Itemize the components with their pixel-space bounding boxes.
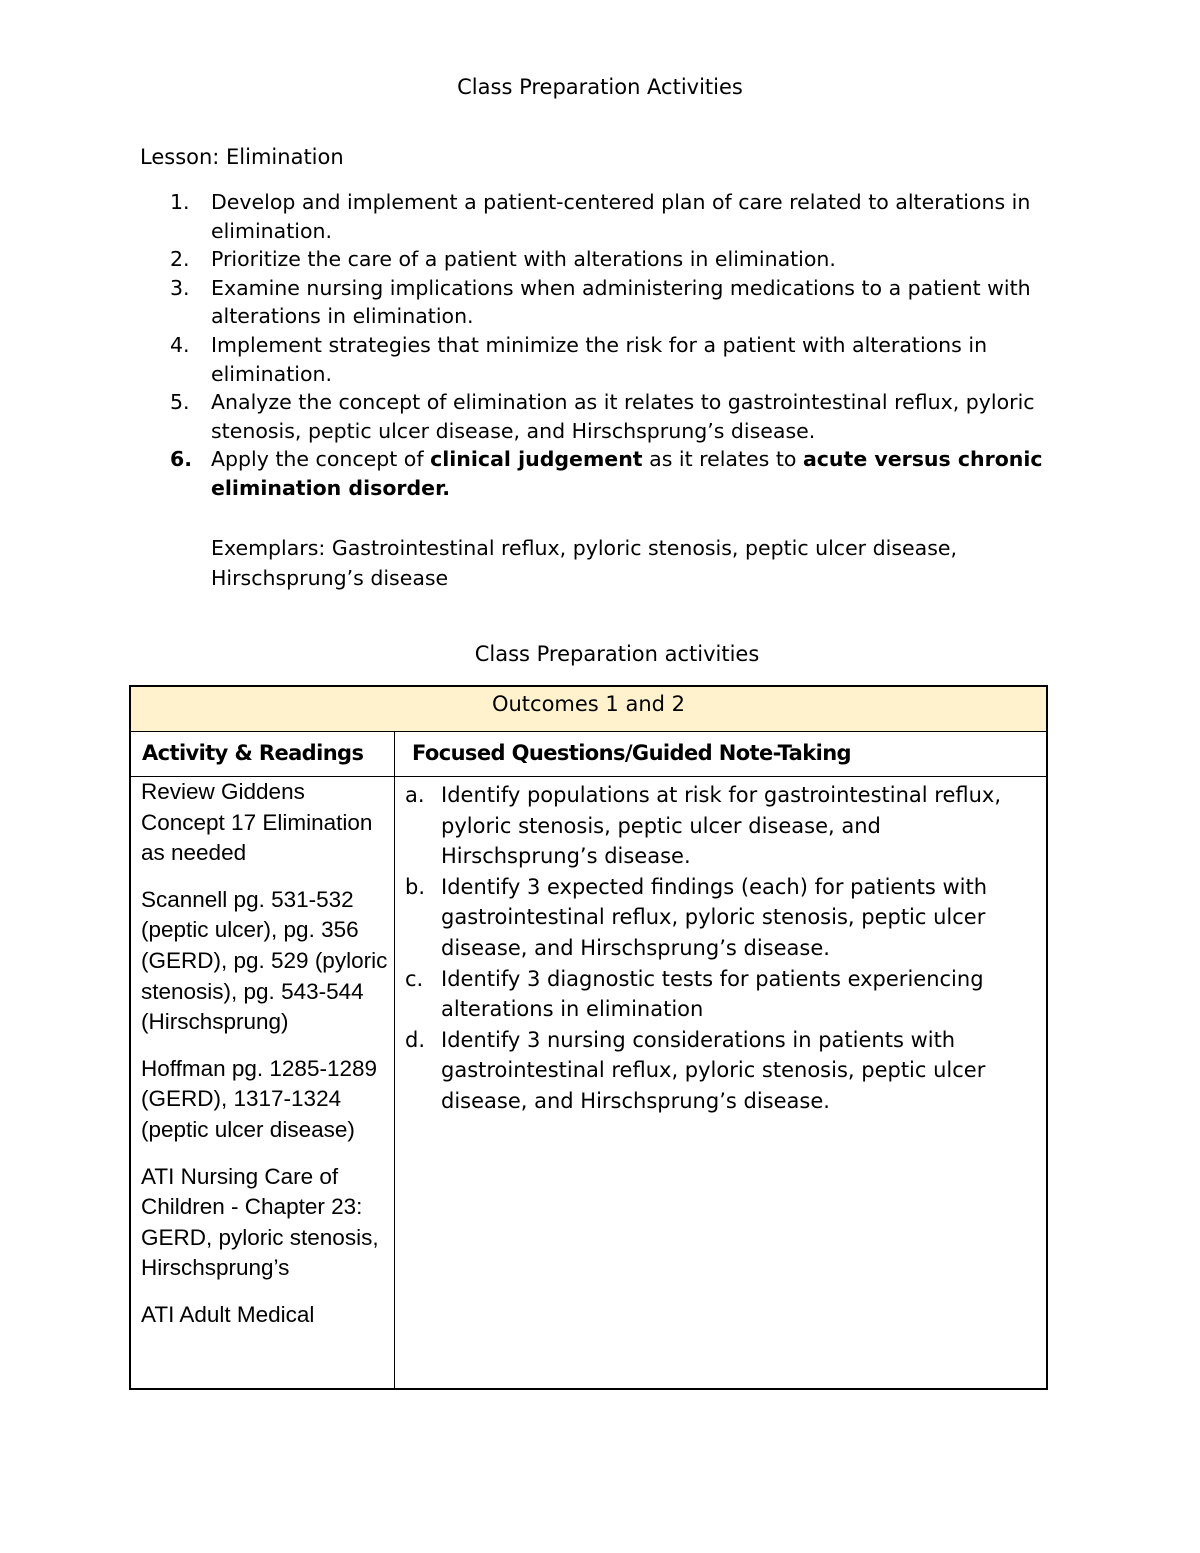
objective-text: Prioritize the care of a patient with alterations in elimination. bbox=[211, 247, 836, 272]
objective-item bbox=[170, 188, 1050, 245]
objective-item bbox=[170, 274, 1050, 331]
reading-item: Hoffman pg. 1285-1289 (GERD), 1317-1324 (peptic ulcer disease) bbox=[141, 1055, 378, 1142]
question-text: Identify 3 nursing considerations in patients with gastrointestinal reflux, pyloric stenosis, peptic ulcer disease, and Hirschsprung’s disease. bbox=[441, 1027, 986, 1113]
objective-number: 1. bbox=[170, 190, 190, 214]
reading-item: Review Giddens Concept 17 Elimination as needed bbox=[141, 779, 373, 866]
column-header-activity: Activity & Readings bbox=[142, 741, 364, 765]
question-text: Identify populations at risk for gastrointestinal reflux, pyloric stenosis, peptic ulcer disease, and Hirschsprung’s disease. bbox=[441, 783, 1002, 869]
question-text: Identify 3 diagnostic tests for patients experiencing alterations in elimination bbox=[441, 966, 984, 1022]
question-letter: d. bbox=[405, 1027, 426, 1052]
lesson-label: Lesson: Elimination bbox=[140, 145, 344, 169]
objective-text-part: as it relates to bbox=[642, 447, 803, 472]
objective-number: 5. bbox=[170, 390, 190, 415]
column-header-questions: Focused Questions/Guided Note-Taking bbox=[412, 741, 851, 765]
objective-text-part: Apply the concept of bbox=[211, 447, 431, 472]
objective-item bbox=[170, 388, 1050, 445]
objective-number: 3. bbox=[170, 275, 190, 300]
document-title: Class Preparation Activities bbox=[457, 75, 743, 99]
objective-text: Develop and implement a patient-centered plan of care related to alterations in elimination. bbox=[211, 190, 1031, 243]
objective-number: 6. bbox=[170, 447, 193, 472]
objective-text: Analyze the concept of elimination as it relates to gastrointestinal reflux, pyloric stenosis, peptic ulcer disease, and Hirschsprung’s disease. bbox=[211, 390, 1035, 443]
question-item bbox=[405, 964, 1035, 1025]
column-divider bbox=[394, 732, 395, 1388]
objective-bold-term: clinical judgement bbox=[430, 447, 643, 472]
objective-item bbox=[170, 245, 1050, 274]
question-item bbox=[405, 780, 1035, 872]
reading-item: ATI Adult Medical bbox=[141, 1301, 315, 1327]
questions-cell bbox=[405, 780, 1035, 1117]
table-header-outcomes: Outcomes 1 and 2 bbox=[131, 687, 1046, 732]
objective-text: Implement strategies that minimize the risk for a patient with alterations in elimination. bbox=[211, 332, 988, 386]
objective-item bbox=[170, 445, 1050, 502]
question-item bbox=[405, 1025, 1035, 1117]
objective-text: Examine nursing implications when administering medications to a patient with alterations in elimination. bbox=[211, 275, 1031, 329]
objective-number: 4. bbox=[170, 332, 190, 357]
readings-cell bbox=[141, 777, 391, 1387]
objectives-list bbox=[170, 188, 1050, 503]
question-letter: a. bbox=[405, 783, 425, 807]
question-letter: c. bbox=[405, 966, 424, 991]
exemplars-text: Exemplars: Gastrointestinal reflux, pyloric stenosis, peptic ulcer disease, Hirschsprung’s disease bbox=[211, 536, 957, 590]
activities-table bbox=[129, 685, 1048, 1390]
question-text: Identify 3 expected findings (each) for patients with gastrointestinal reflux, pyloric stenosis, peptic ulcer disease, and Hirschsprung’s disease. bbox=[441, 874, 988, 960]
reading-item: ATI Nursing Care of Children - Chapter 23: GERD, pyloric stenosis, Hirschsprung’s bbox=[141, 1163, 379, 1281]
objective-item bbox=[170, 331, 1050, 388]
column-header-row bbox=[131, 732, 1046, 777]
reading-item: Scannell pg. 531-532 (peptic ulcer), pg. 356 (GERD), pg. 529 (pyloric stenosis), pg. 543-544 (Hirschsprung) bbox=[141, 886, 388, 1035]
objective-number: 2. bbox=[170, 247, 190, 272]
objective-bold-term: acute versus chronic elimination disorder. bbox=[211, 447, 1043, 500]
table-title: Class Preparation activities bbox=[474, 642, 760, 666]
question-item bbox=[405, 872, 1035, 964]
question-letter: b. bbox=[405, 874, 426, 899]
